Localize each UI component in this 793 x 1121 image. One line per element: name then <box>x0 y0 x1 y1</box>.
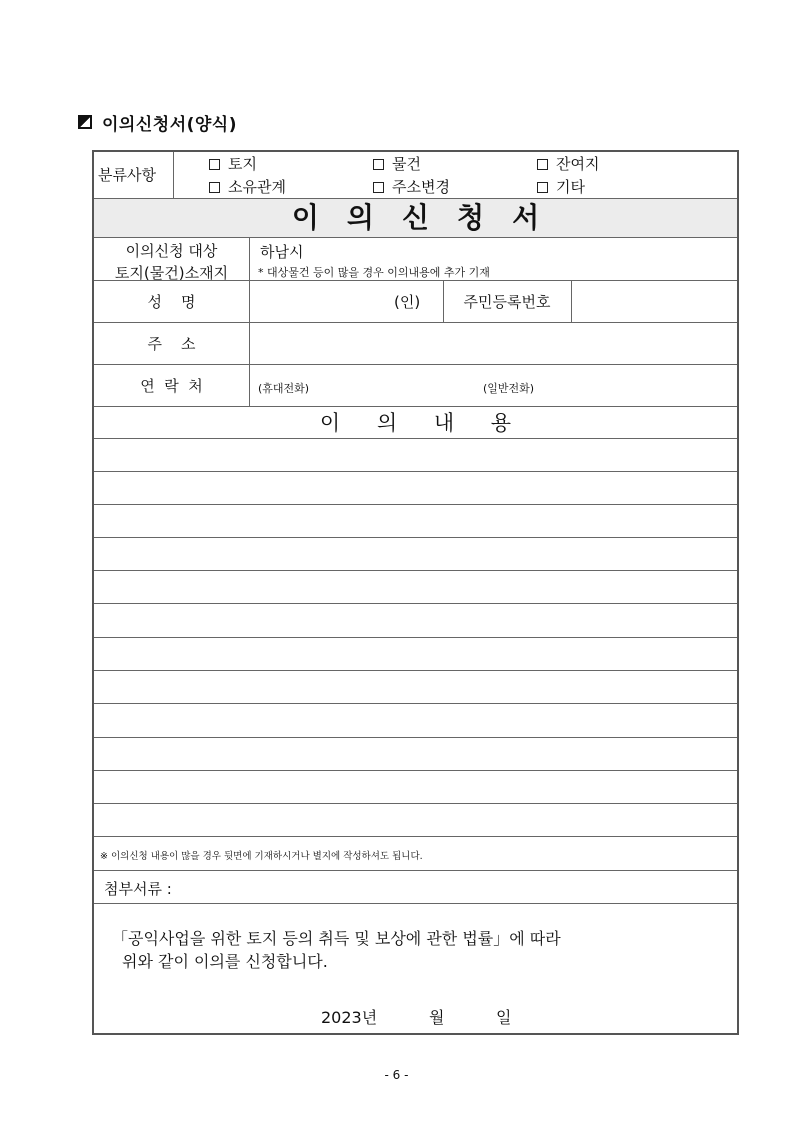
option-ownership[interactable]: 소유관계 <box>209 176 286 197</box>
content-title: 이 의 내 용 <box>319 411 512 435</box>
address-label: 주 소 <box>147 335 196 353</box>
location-label-1: 이의신청 대상 <box>125 242 218 260</box>
location-label-2: 토지(물건)소재지 <box>114 264 229 282</box>
phone-label: (일반전화) <box>483 382 535 395</box>
location-note: * 대상물건 등이 많을 경우 이의내용에 추가 기재 <box>258 266 490 279</box>
objection-form <box>92 150 739 1035</box>
note-text: ※ 이의신청 내용이 많을 경우 뒷면에 기재하시거나 별지에 작성하셔도 됩니다. <box>100 851 423 862</box>
content-area[interactable] <box>94 439 737 836</box>
date-year: 2023년 <box>321 1008 378 1027</box>
statement-line-1: 「공익사업을 위한 토지 등의 취득 및 보상에 관한 법률」에 따라 <box>112 929 561 948</box>
option-address-change[interactable]: 주소변경 <box>373 176 450 197</box>
checkbox-icon <box>537 182 548 193</box>
option-land[interactable]: 토지 <box>209 153 257 174</box>
form-title: 이의신청서 <box>291 201 568 234</box>
rrn-label: 주민등록번호 <box>463 293 551 311</box>
name-label: 성 명 <box>147 293 196 311</box>
attachments-label: 첨부서류 : <box>104 880 172 898</box>
date-day: 일 <box>496 1008 512 1027</box>
statement-line-2: 위와 같이 이의를 신청합니다. <box>122 952 328 971</box>
date-month: 월 <box>429 1008 445 1027</box>
checkbox-icon <box>209 159 220 170</box>
contact-label: 연 락 처 <box>140 377 203 395</box>
option-goods[interactable]: 물건 <box>373 153 421 174</box>
section-heading <box>78 111 237 133</box>
mobile-label: (휴대전화) <box>258 382 310 395</box>
checkbox-icon <box>373 182 384 193</box>
checkbox-icon <box>537 159 548 170</box>
category-label: 분류사항 <box>98 166 156 184</box>
seal-label: (인) <box>394 293 421 311</box>
section-heading-text: 이의신청서(양식) <box>102 114 237 135</box>
location-value[interactable]: 하남시 <box>260 243 304 261</box>
page-number: - 6 - <box>384 1068 409 1082</box>
checkbox-icon <box>209 182 220 193</box>
half-filled-square-icon <box>78 115 92 129</box>
checkbox-icon <box>373 159 384 170</box>
option-other[interactable]: 기타 <box>537 176 585 197</box>
option-remaining-land[interactable]: 잔여지 <box>537 153 599 174</box>
